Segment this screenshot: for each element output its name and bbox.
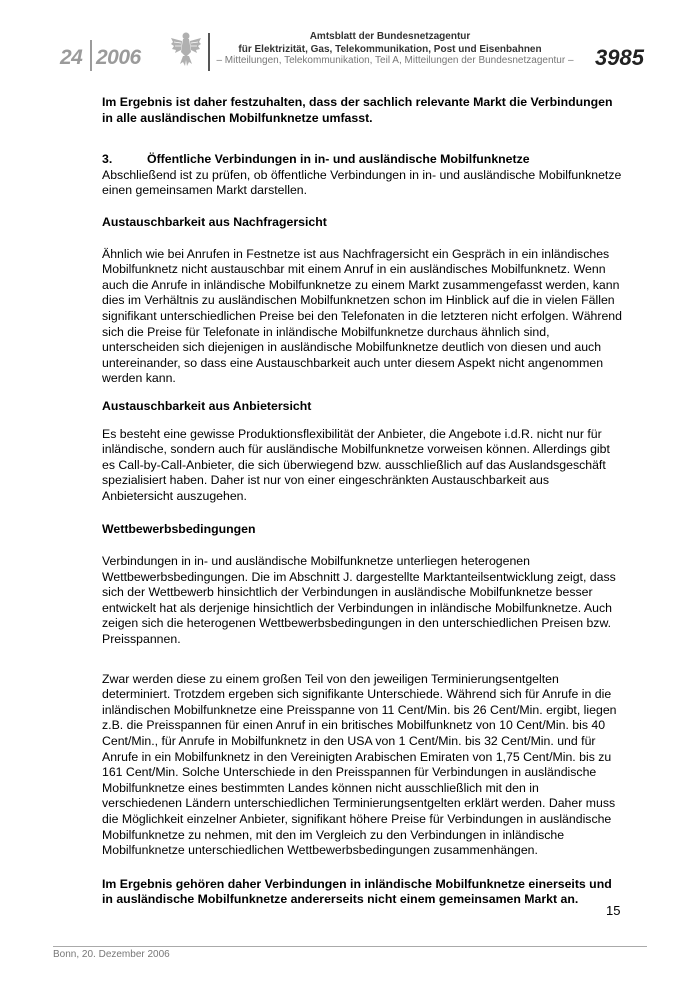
gazette-subtitle: – Mitteilungen, Telekommunikation, Teil A, Mitteilungen der Bundesnetzagentur – [216, 55, 574, 66]
prices-paragraph: Zwar werden diese zu einem großen Teil von den jeweiligen Terminierungsentgelten determiniert. Trotzdem ergeben sich signifikante Unterschiede. Während sich für Anrufe in die inländischen Mobilfunknetze eine Preisspanne von 11 Cent/Min. bis 26 Cent/Min. ergibt, liegen z.B. die Preisspannen für einen Anruf in ein britisches Mobilfunknetz von 10 Cent/Min. bis 40 Cent/Min., für Anrufe in Mobilfunknetz in den USA von 1 Cent/Min. bis 32 Cent/Min. und für Anrufe in ein Mobilfunknetz in den Vereinigten Arabischen Emiraten von 1,75 Cent/Min. bis zu 161 Cent/Min. Solche Unterschiede in den Preisspannen für Verbindungen in ausländische Mobilfunknetze eines bestimmten Landes können nicht ausschließlich mit den in verschiedenen Ländern unterschiedlichen Terminierungsentgelten erklärt werden. Daher muss die Möglichkeit einzelner Anbieter, signifikant höhere Preise für Verbindungen in ausländische Mobilfunknetze zu nehmen, mit den im Vergleich zu den Verbindungen in inländische Mobilfunknetze unterschiedlichen Wettbewerbsbedingungen zusammenhängen. [102, 671, 617, 858]
document-body [102, 95, 622, 908]
gazette-title-line2: für Elektrizität, Gas, Telekommunikation, Post und Eisenbahnen [238, 44, 542, 55]
demand-paragraph: Ähnlich wie bei Anrufen in Festnetze ist aus Nachfragersicht ein Gespräch in ein inländisches Mobilfunknetz nicht austauschbar mit einem Anruf in ein ausländisches Mobilfunknetz. Wenn auch die Anrufe in inländische Mobilfunknetze zu einem Markt zusammengefasst werden, kann dies im Verhältnis zu ausländischen Mobilfunknetzen schon im Hinblick auf die in vielen Fällen signifikant unterschiedlichen Preise bei den Telefonaten in die letzteren nicht erfolgen. Während sich die Preise für Telefonate in inländische Mobilfunknetze durchaus ähnlich sind, unterscheiden sich diejenigen in ausländische Mobilfunknetze deutlich von diesen und auch untereinander, so dass eine Austauschbarkeit auch unter diesem Aspekt nicht angenommen werden kann. [102, 246, 622, 386]
page-header [0, 0, 700, 80]
issue-year: 2006 [96, 46, 141, 69]
supply-paragraph: Es besteht eine gewisse Produktionsflexibilität der Anbieter, die Angebote i.d.R. nicht nur für inländische, sondern auch für ausländische Mobilfunknetze vorweisen können. Allerdings gibt es Call-by-Call-Anbieter, die sich überwiegend bzw. ausschließlich auf das Auslandsgeschäft spezialisiert haben. Daher ist nur von einer eingeschränkten Austauschbarkeit aus Anbietersicht auszugehen. [102, 426, 610, 503]
competition-paragraph: Verbindungen in in- und ausländische Mobilfunknetze unterliegen heterogenen Wettbewerbsbedingungen. Die im Abschnitt J. dargestellte Marktanteilsentwicklung zeigt, dass sich der Wettbewerb hinsichtlich der Verbindungen in ausländische Mobilfunknetze besser entwickelt hat als derjenige hinsichtlich der Verbindungen in inländische Mobilfunknetze. Auch zeigen sich die heterogenen Wettbewerbsbedingungen in den unterschiedlichen Preisen bzw. Preisspannen. [102, 554, 616, 647]
header-divider [208, 33, 210, 71]
intro-conclusion: Im Ergebnis ist daher festzuhalten, dass der sachlich relevante Markt die Verbindungen in alle ausländischen Mobilfunknetze umfasst. [102, 95, 613, 125]
federal-eagle-icon [170, 30, 202, 68]
gazette-title-line1: Amtsblatt der Bundesnetzagentur [309, 31, 471, 42]
issue-divider [90, 40, 92, 71]
section-number: 3. [102, 152, 113, 167]
document-page-number: 15 [606, 903, 621, 918]
issue-number: 24 [60, 46, 83, 69]
section-heading [102, 152, 622, 168]
gazette-page-number: 3985 [595, 45, 644, 70]
section-title: Öffentliche Verbindungen in in- und ausländische Mobilfunknetze [147, 152, 530, 167]
section-intro: Abschließend ist zu prüfen, ob öffentliche Verbindungen in in- und ausländische Mobilfunknetze einen gemeinsamen Markt darstellen. [102, 167, 622, 198]
final-conclusion: Im Ergebnis gehören daher Verbindungen in inländische Mobilfunknetze einerseits und in ausländische Mobilfunknetze andererseits nicht einem gemeinsamen Markt an. [102, 876, 612, 907]
gazette-title [215, 30, 565, 56]
competition-heading: Wettbewerbsbedingungen [102, 522, 256, 537]
footer-place-date: Bonn, 20. Dezember 2006 [53, 949, 170, 960]
supply-heading: Austauschbarkeit aus Anbietersicht [102, 398, 312, 413]
footer-divider [53, 946, 647, 947]
demand-heading: Austauschbarkeit aus Nachfragersicht [102, 214, 327, 229]
